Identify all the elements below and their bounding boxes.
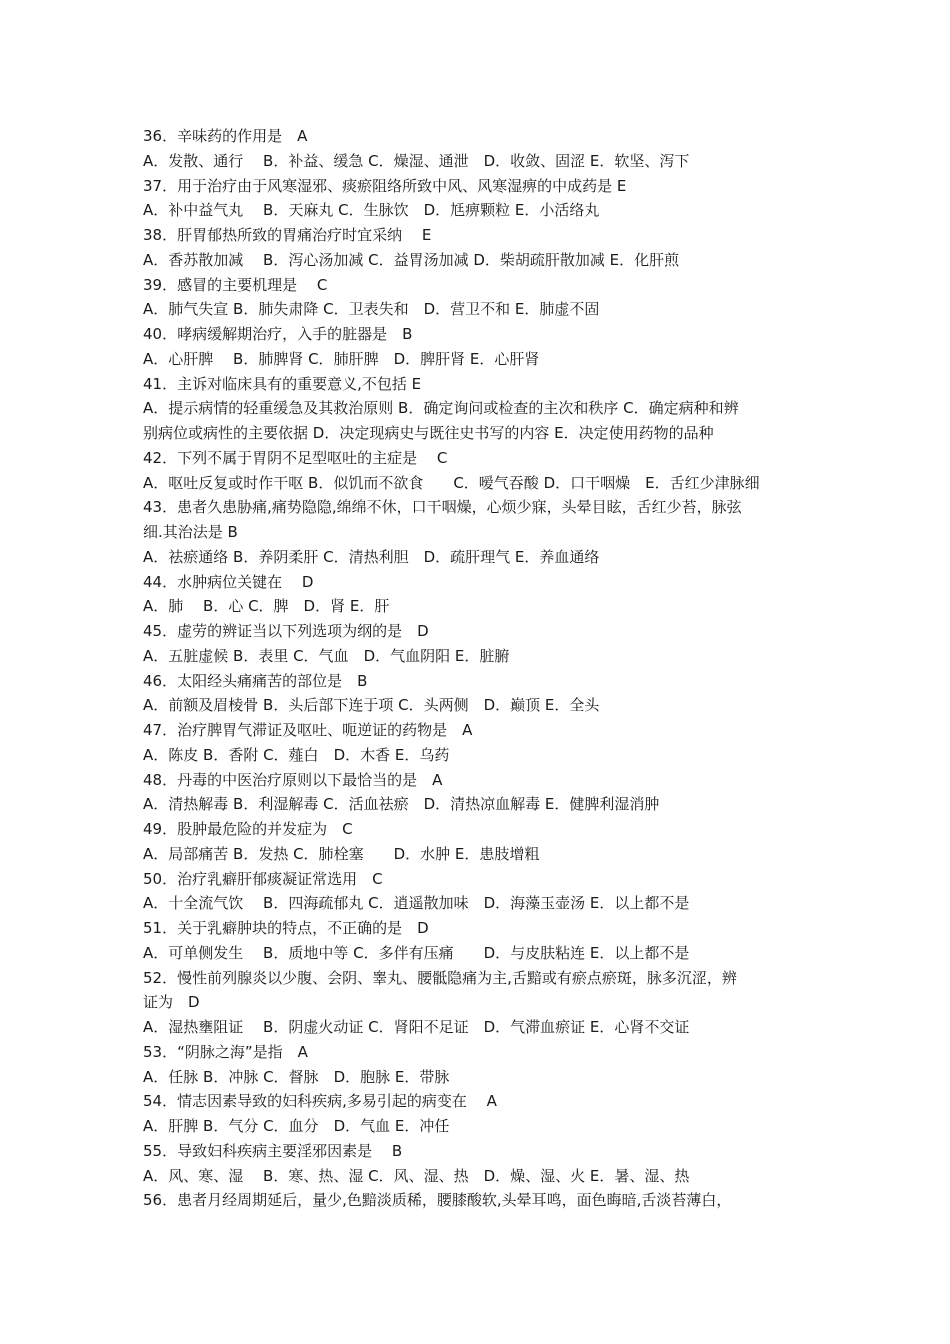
text-line: 38．肝胃郁热所致的胃痛治疗时宜采纳 E	[143, 226, 432, 244]
text-line: 42．下列不属于胃阴不足型呕吐的主症是 C	[143, 448, 448, 467]
text-line: A．香苏散加减 B．泻心汤加减 C．益胃汤加减 D．柴胡疏肝散加减 E．化肝煎	[143, 250, 680, 269]
text-line: A．陈皮 B．香附 C．薤白 D．木香 E．乌药	[143, 745, 450, 764]
text-line: A．肺 B．心 C．脾 D．肾 E．肝	[143, 597, 390, 616]
text-line: 45．虚劳的辨证当以下列选项为纲的是 D	[143, 622, 429, 640]
text-line: A．风、寒、湿 B．寒、热、湿 C．风、湿、热 D．燥、湿、火 E．暑、湿、热	[143, 1166, 690, 1185]
text-line: A．提示病情的轻重缓急及其救治原则 B．确定询问或检查的主次和秩序 C．确定病种和辨	[143, 399, 739, 418]
text-line: 39．感冒的主要机理是 C	[143, 275, 328, 294]
text-line: 52．慢性前列腺炎以少腹、会阴、睾丸、腰骶隐痛为主,舌黯或有瘀点瘀斑，脉多沉涩，辨	[143, 968, 737, 987]
text-line: 43．患者久患胁痛,痛势隐隐,绵绵不休，口干咽燥，心烦少寐，头晕目眩，舌红少苔，脉弦	[143, 498, 742, 517]
text-line: 56．患者月经周期延后，量少,色黯淡质稀，腰膝酸软,头晕耳鸣，面色晦暗,舌淡苔薄白，	[143, 1191, 732, 1210]
text-line: A．前额及眉棱骨 B．头后部下连于项 C．头两侧 D．巅顶 E．全头	[143, 696, 600, 715]
text-line: 细.其治法是 B	[143, 523, 238, 541]
text-line: 55．导致妇科疾病主要淫邪因素是 B	[143, 1141, 403, 1160]
text-line: 48．丹毒的中医治疗原则以下最恰当的是 A	[143, 770, 443, 789]
text-line: A．肺气失宣 B．肺失肃降 C．卫表失和 D．营卫不和 E．肺虚不固	[143, 300, 600, 319]
text-line: 49．股肿最危险的并发症为 C	[143, 820, 353, 838]
text-line: A．五脏虚候 B．表里 C．气血 D．气血阴阳 E．脏腑	[143, 646, 510, 665]
text-line: 53．“阴脉之海”是指 A	[143, 1042, 308, 1061]
text-line: A．局部痛苦 B．发热 C．肺栓塞 D．水肿 E．患肢增粗	[143, 844, 540, 863]
question-text-body	[143, 124, 811, 1213]
text-line: A．任脉 B．冲脉 C．督脉 D．胞脉 E．带脉	[143, 1067, 450, 1086]
text-line: 54．情志因素导致的妇科疾病,多易引起的病变在 A	[143, 1092, 497, 1111]
text-line: A．发散、通行 B．补益、缓急 C．燥湿、通泄 D．收敛、固涩 E．软坚、泻下	[143, 151, 690, 170]
text-line: A．祛瘀通络 B．养阴柔肝 C．清热利胆 D．疏肝理气 E．养血通络	[143, 547, 600, 566]
text-line: 41．主诉对临床具有的重要意义,不包括 E	[143, 374, 422, 393]
text-line: 别病位或病性的主要依据 D．决定现病史与既往史书写的内容 E．决定使用药物的品种	[143, 424, 714, 442]
text-line: A．心肝脾 B．肺脾肾 C．肺肝脾 D．脾肝肾 E．心肝肾	[143, 349, 540, 368]
text-line: A．肝脾 B．气分 C．血分 D．气血 E．冲任	[143, 1117, 450, 1135]
text-line: A．可单侧发生 B．质地中等 C．多伴有压痛 D．与皮肤粘连 E．以上都不是	[143, 943, 690, 962]
text-line: 44．水肿病位关键在 D	[143, 572, 314, 591]
text-line: A．补中益气丸 B．天麻丸 C．生脉饮 D．尪痹颗粒 E．小活络丸	[143, 201, 600, 220]
text-line: 证为 D	[143, 993, 200, 1012]
text-line: 40．哮病缓解期治疗，入手的脏器是 B	[143, 325, 413, 343]
text-line: A．呕吐反复或时作干呕 B．似饥而不欲食 C．嗳气吞酸 D．口干咽燥 E．舌红少津脉细	[143, 473, 760, 492]
text-line: A．十全流气饮 B．四海疏郁丸 C．逍遥散加味 D．海藻玉壶汤 E．以上都不是	[143, 894, 690, 913]
text-line: 51．关于乳癖肿块的特点，不正确的是 D	[143, 919, 429, 937]
text-line: 46．太阳经头痛痛苦的部位是 B	[143, 671, 368, 690]
text-line: 50．治疗乳癖肝郁痰凝证常选用 C	[143, 869, 383, 888]
text-line: 36．辛味药的作用是 A	[143, 127, 308, 145]
text-line: A．清热解毒 B．利湿解毒 C．活血祛瘀 D．清热凉血解毒 E．健脾利湿消肿	[143, 795, 660, 814]
text-line: 47．治疗脾胃气滞证及呕吐、呃逆证的药物是 A	[143, 721, 473, 739]
text-line: 37．用于治疗由于风寒湿邪、痰瘀阻络所致中风、风寒湿痹的中成药是 E	[143, 176, 627, 195]
text-line: A．湿热壅阻证 B．阴虚火动证 C．肾阳不足证 D．气滞血瘀证 E．心肾不交证	[143, 1018, 690, 1036]
